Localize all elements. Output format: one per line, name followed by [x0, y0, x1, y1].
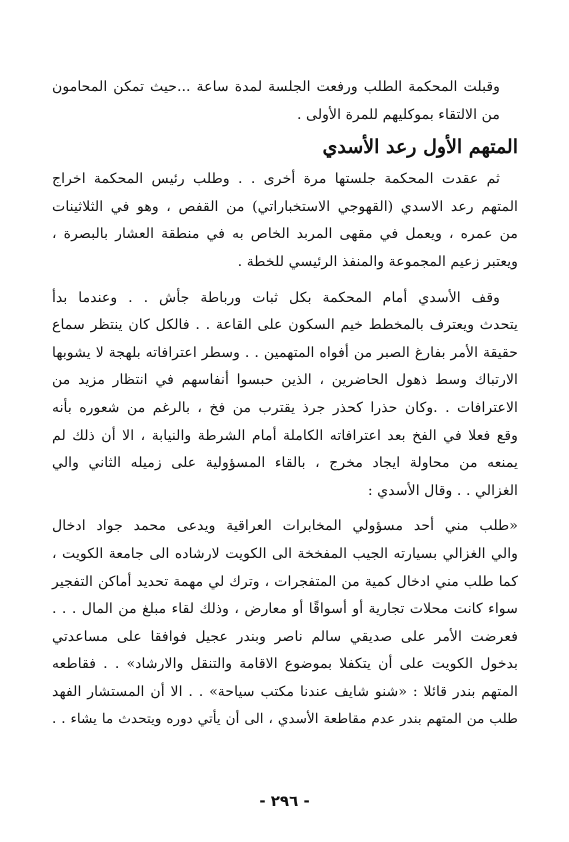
text-line: الاعترافات . .وكان حذرا كحذر جرذ يقترب من فخ ، بالرغم من شعوره بأنه [52, 399, 518, 416]
book-page [52, 74, 518, 734]
text-line: حقيقة الأمر بفارغ الصبر من أفواه المتهمين . . وسطر اعترافاته بلهجة لا يشوبها [52, 344, 518, 361]
paragraph-quote [52, 513, 518, 734]
text-line: المتهم رعد الاسدي (القهوجي الاستخباراتي) من القفص ، وهو في الثلاثينات [52, 198, 518, 215]
text-line: طلب من المتهم بندر عدم مقاطعة الأسدي ، الى أن يأتي دوره ويتحدث ما يشاء . . [52, 711, 518, 728]
text-line: بدخول الكويت على أن يتكفلا بموضوع الاقامة والتنقل والارشاد» . . فقاطعه [52, 656, 518, 673]
text-line: فعرضت الأمر على صديقي سالم ناصر وبندر عجيل فوافقا على مساعدتي [52, 628, 518, 645]
text-line: من الالتقاء بموكليهم للمرة الأولى . [297, 106, 500, 123]
text-line: وقبلت المحكمة الطلب ورفعت الجلسة لمدة ساعة ...حيث تمكن المحامون [52, 79, 500, 95]
section-heading: المتهم الأول رعد الأسدي [322, 136, 518, 159]
text-line: كما طلب مني ادخال كمية من المتفجرات ، وترك لي مهمة تحديد أماكن التفجير [52, 573, 518, 590]
text-line: «طلب مني أحد مسؤولي المخابرات العراقية ويدعى محمد جواد ادخال [52, 518, 518, 535]
text-line: والي الغزالي بسيارته الجيب المفخخة الى الكويت لارشاده الى جامعة الكويت ، [52, 545, 518, 562]
paragraph-court-session [52, 166, 518, 276]
text-line: سواء كانت محلات تجارية أو أسواقًا أو معارض ، وذلك لقاء مبلغ من المال . . . [52, 601, 518, 618]
intro-paragraph [52, 74, 518, 129]
text-line: ثم عقدت المحكمة جلستها مرة أخرى . . وطلب رئيس المحكمة اخراج [52, 171, 500, 188]
paragraph-gap [52, 277, 518, 285]
text-line: يمنعه من محاولة ايجاد مخرج ، بالقاء المسؤولية على زميله الثاني والي [52, 455, 518, 472]
text-line: الارتباك وسط ذهول الحاضرين ، الذين حبسوا أنفاسهم في انتظار مزيد من [52, 372, 518, 389]
text-line: ويعتبر زعيم المجموعة والمنفذ الرئيسي للخطة . [237, 253, 518, 270]
text-line: وقع فعلا في الفخ بعد اعترافاته الكاملة أمام الشرطة والنيابة ، الا أن ذلك لم [52, 427, 518, 444]
text-line: يتحدث ويعترف بالمخطط خيم السكون على القاعة . . فالكل كان ينتظر سماع [52, 317, 518, 334]
text-line: المتهم بندر قائلا : «شنو شايف عندنا مكتب سياحة» . . الا أن المستشار الفهد [52, 683, 518, 700]
paragraph-gap [52, 505, 518, 513]
page-number: - ٢٩٦ - [259, 792, 310, 810]
text-line: وقف الأسدي أمام المحكمة بكل ثبات ورباطة جأش . . وعندما بدأ [52, 289, 500, 306]
text-line: من عمره ، ويعمل في مقهى المربد الخاص به في منطقة العشار بالبصرة ، [52, 226, 518, 243]
paragraph-confession [52, 285, 518, 506]
text-line: الغزالي . . وقال الأسدي : [367, 482, 518, 499]
